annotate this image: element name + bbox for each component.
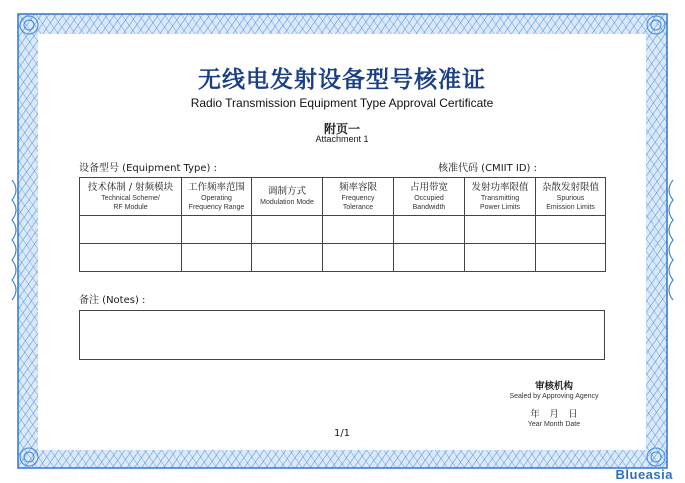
table-cell	[252, 244, 323, 272]
cmiit-id-label: 核准代码 (CMIIT ID) :	[438, 163, 537, 174]
notes-box	[79, 310, 605, 360]
attachment-title-en: Attachment 1	[315, 134, 369, 144]
approving-agency-cn: 审核机构	[534, 381, 573, 392]
header-technical-scheme: 技术体制 / 射频模块 Technical Scheme/ RF Module	[80, 178, 182, 216]
table-cell	[394, 216, 465, 244]
table-row	[80, 244, 606, 272]
date-en: Year Month Date	[527, 421, 581, 428]
table-cell	[536, 244, 606, 272]
certificate-title-cn: 无线电发射设备型号核准证	[198, 67, 486, 93]
header-modulation-mode: 调制方式 Modulation Mode	[252, 178, 323, 216]
certificate-sheet	[38, 34, 646, 450]
date-cn: 年 月 日	[530, 409, 578, 420]
table-cell	[536, 216, 606, 244]
equipment-type-label: 设备型号 (Equipment Type) :	[79, 163, 217, 174]
certificate-title-en: Radio Transmission Equipment Type Approval Certificate	[190, 96, 494, 110]
table-cell	[465, 244, 536, 272]
approving-agency-en: Sealed by Approving Agency	[509, 393, 599, 400]
table-cell	[182, 216, 252, 244]
table-cell	[465, 216, 536, 244]
header-occupied-bandwidth: 占用带宽 Occupied Bandwidth	[394, 178, 465, 216]
notes-label: 备注 (Notes) :	[79, 295, 146, 306]
page-number: 1/1	[333, 428, 351, 439]
table-cell	[182, 244, 252, 272]
table-header-row	[80, 178, 606, 216]
header-frequency-tolerance: 频率容限 Frequency Tolerance	[323, 178, 394, 216]
header-transmitting-power: 发射功率限值 Transmitting Power Limits	[465, 178, 536, 216]
table-cell	[80, 216, 182, 244]
table-cell	[323, 216, 394, 244]
header-spurious-emission: 杂散发射限值 Spurious Emission Limits	[536, 178, 606, 216]
header-operating-frequency: 工作频率范围 Operating Frequency Range	[182, 178, 252, 216]
table-cell	[323, 244, 394, 272]
specification-table	[79, 177, 606, 272]
table-cell	[394, 244, 465, 272]
table-row	[80, 216, 606, 244]
table-cell	[252, 216, 323, 244]
table-cell	[80, 244, 182, 272]
brand-logo-text: Blueasia	[615, 467, 673, 482]
attachment-title-cn: 附页一	[323, 122, 360, 136]
